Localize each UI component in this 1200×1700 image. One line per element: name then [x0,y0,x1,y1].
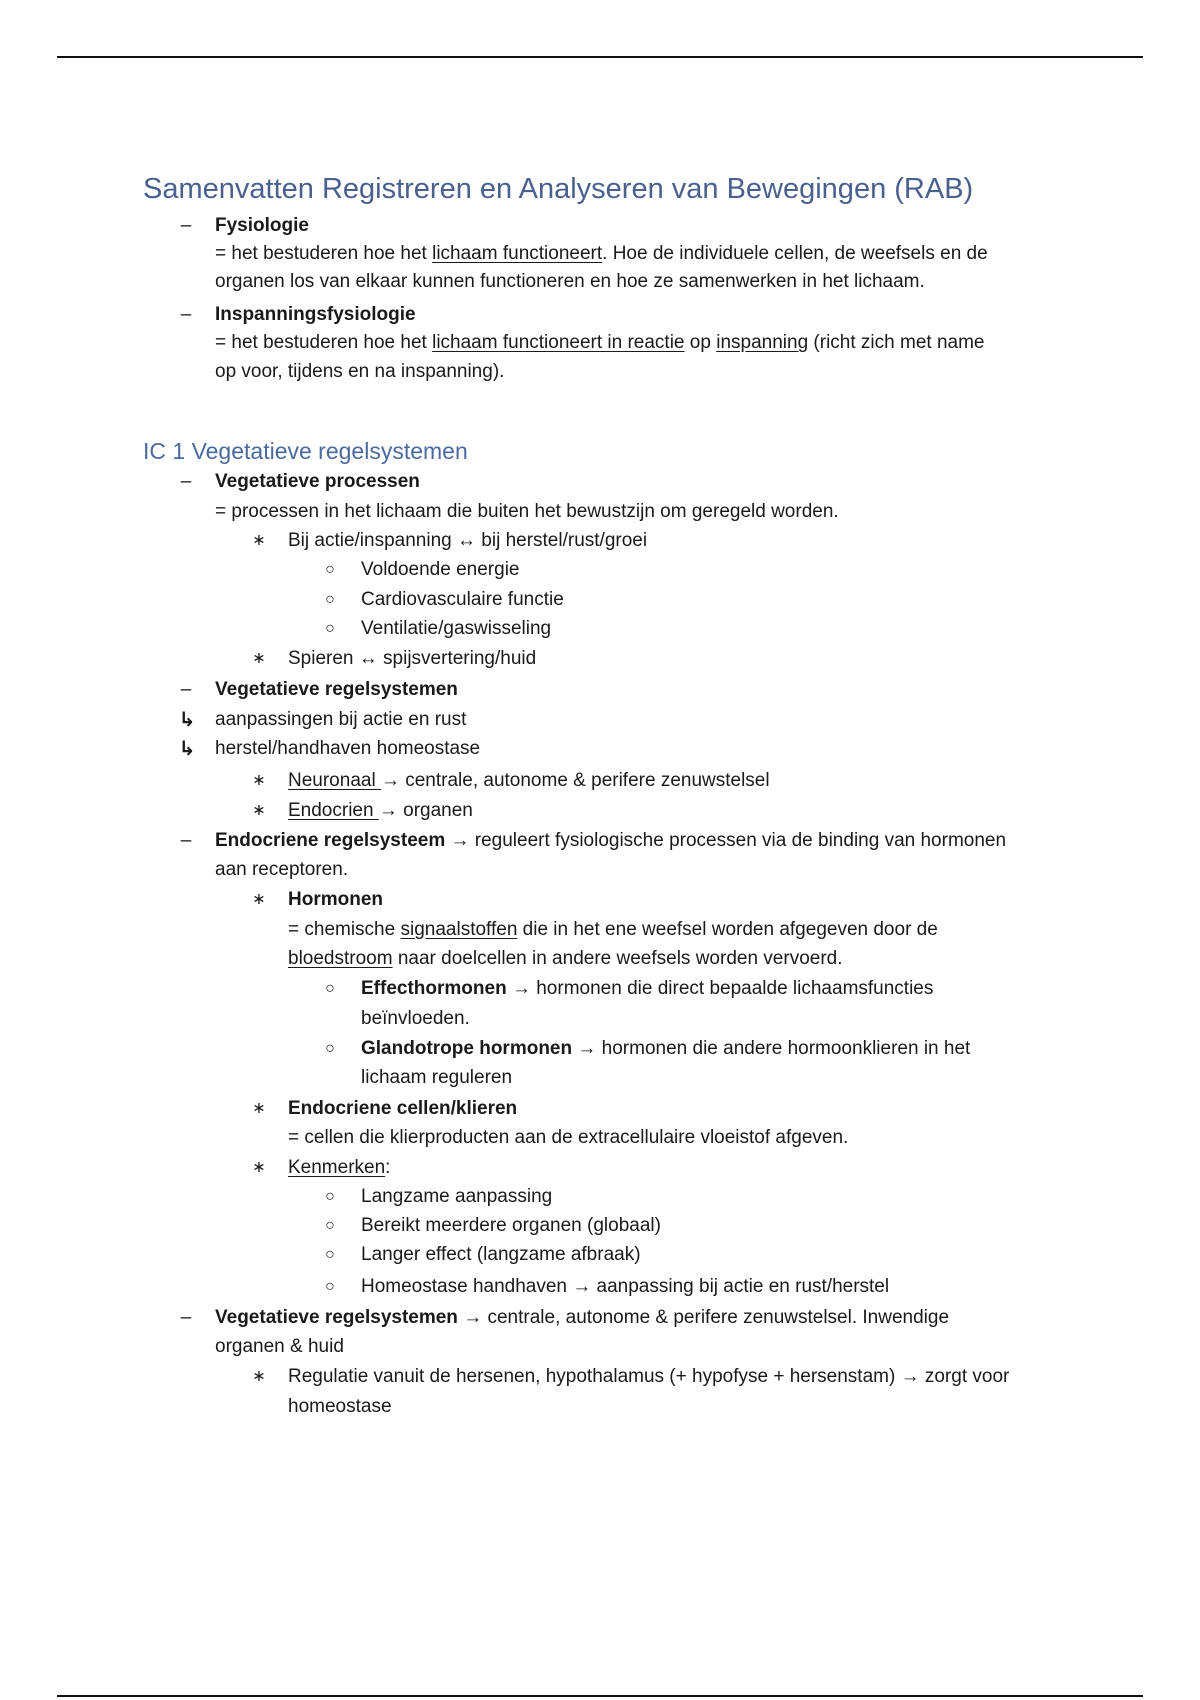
list-item: Ventilatie/gaswisseling [361,618,552,639]
list-item: Cardiovasculaire functie [361,589,564,610]
list-item: Bereikt meerdere organen (globaal) [361,1215,661,1236]
vegetatieve-regelsystemen-line: Vegetatieve regelsystemen → centrale, autonome & perifere zenuwstelsel. Inwendige [215,1307,950,1328]
star-bullet: ∗ [252,1368,266,1385]
term-endocriene-cellen: Endocriene cellen/klieren [288,1098,518,1119]
circle-bullet: ○ [325,561,335,578]
list-item: Homeostase handhaven → aanpassing bij actie en rust/herstel [361,1276,890,1297]
circle-bullet: ○ [325,1040,335,1057]
hormonen-definition: = chemische signaalstoffen die in het ene weefsel worden afgegeven door de [288,919,938,940]
circle-bullet: ○ [325,620,335,637]
term-inspanningsfysiologie: Inspanningsfysiologie [215,304,416,325]
list-item: Bij actie/inspanning ↔ bij herstel/rust/groei [288,530,648,551]
circle-bullet: ○ [325,1188,335,1205]
return-arrow-icon: ↳ [178,709,196,731]
star-bullet: ∗ [252,1100,266,1117]
list-item: herstel/handhaven homeostase [215,738,481,759]
list-item-cont: homeostase [288,1396,392,1417]
return-arrow-icon: ↳ [178,738,196,760]
fysiologie-definition-cont: organen los van elkaar kunnen functioneren en hoe ze samenwerken in het lichaam. [215,271,925,292]
star-bullet: ∗ [252,650,266,667]
list-item-endocrien: Endocrien → organen [288,800,473,821]
dash-bullet: – [180,471,192,492]
star-bullet: ∗ [252,772,266,789]
list-item: aanpassingen bij actie en rust [215,709,467,730]
fysiologie-definition: = het bestuderen hoe het lichaam functioneert. Hoe de individuele cellen, de weefsels en de [215,243,988,264]
term-vegetatieve-processen: Vegetatieve processen [215,471,420,492]
effecthormonen-line: Effecthormonen → hormonen die direct bepaalde lichaamsfuncties [361,978,934,999]
endocriene-regelsysteem-line: Endocriene regelsysteem → reguleert fysiologische processen via de binding van hormonen [215,830,1007,851]
term-fysiologie: Fysiologie [215,215,309,236]
list-item: Regulatie vanuit de hersenen, hypothalamus (+ hypofyse + hersenstam) → zorgt voor [288,1366,1010,1387]
star-bullet: ∗ [252,532,266,549]
vegetatieve-regelsystemen-cont: organen & huid [215,1336,344,1357]
list-item: Langzame aanpassing [361,1186,553,1207]
list-item: Spieren ↔ spijsvertering/huid [288,648,537,669]
kenmerken-label: Kenmerken: [288,1157,391,1178]
term-vegetatieve-regelsystemen: Vegetatieve regelsystemen [215,679,458,700]
term-hormonen: Hormonen [288,889,383,910]
dash-bullet: – [180,215,192,236]
header-rule [57,56,1143,58]
dash-bullet: – [180,830,192,851]
circle-bullet: ○ [325,591,335,608]
circle-bullet: ○ [325,1278,335,1295]
star-bullet: ∗ [252,1159,266,1176]
effecthormonen-cont: beïnvloeden. [361,1008,470,1029]
dash-bullet: – [180,679,192,700]
document-title: Samenvatten Registreren en Analyseren van Bewegingen (RAB) [143,173,974,205]
endocriene-cellen-definition: = cellen die klierproducten aan de extracellulaire vloeistof afgeven. [288,1127,849,1148]
dash-bullet: – [180,304,192,325]
list-item: Langer effect (langzame afbraak) [361,1244,641,1265]
inspanning-definition-cont: op voor, tijdens en na inspanning). [215,361,505,382]
dash-bullet: – [180,1307,192,1328]
circle-bullet: ○ [325,1246,335,1263]
endocriene-regelsysteem-cont: aan receptoren. [215,859,349,880]
circle-bullet: ○ [325,1217,335,1234]
list-item: Voldoende energie [361,559,520,580]
footer-rule [57,1695,1143,1697]
hormonen-definition-cont: bloedstroom naar doelcellen in andere weefsels worden vervoerd. [288,948,843,969]
star-bullet: ∗ [252,891,266,908]
list-item-neuronaal: Neuronaal → centrale, autonome & perifere zenuwstelsel [288,770,770,791]
section-heading-ic1: IC 1 Vegetatieve regelsystemen [143,438,468,464]
glandotrope-cont: lichaam reguleren [361,1067,513,1088]
inspanning-definition: = het bestuderen hoe het lichaam functioneert in reactie op inspanning (richt zich met name [215,332,985,353]
vegetatieve-processen-definition: = processen in het lichaam die buiten het bewustzijn om geregeld worden. [215,501,839,522]
star-bullet: ∗ [252,802,266,819]
glandotrope-line: Glandotrope hormonen → hormonen die andere hormoonklieren in het [361,1038,971,1059]
circle-bullet: ○ [325,980,335,997]
